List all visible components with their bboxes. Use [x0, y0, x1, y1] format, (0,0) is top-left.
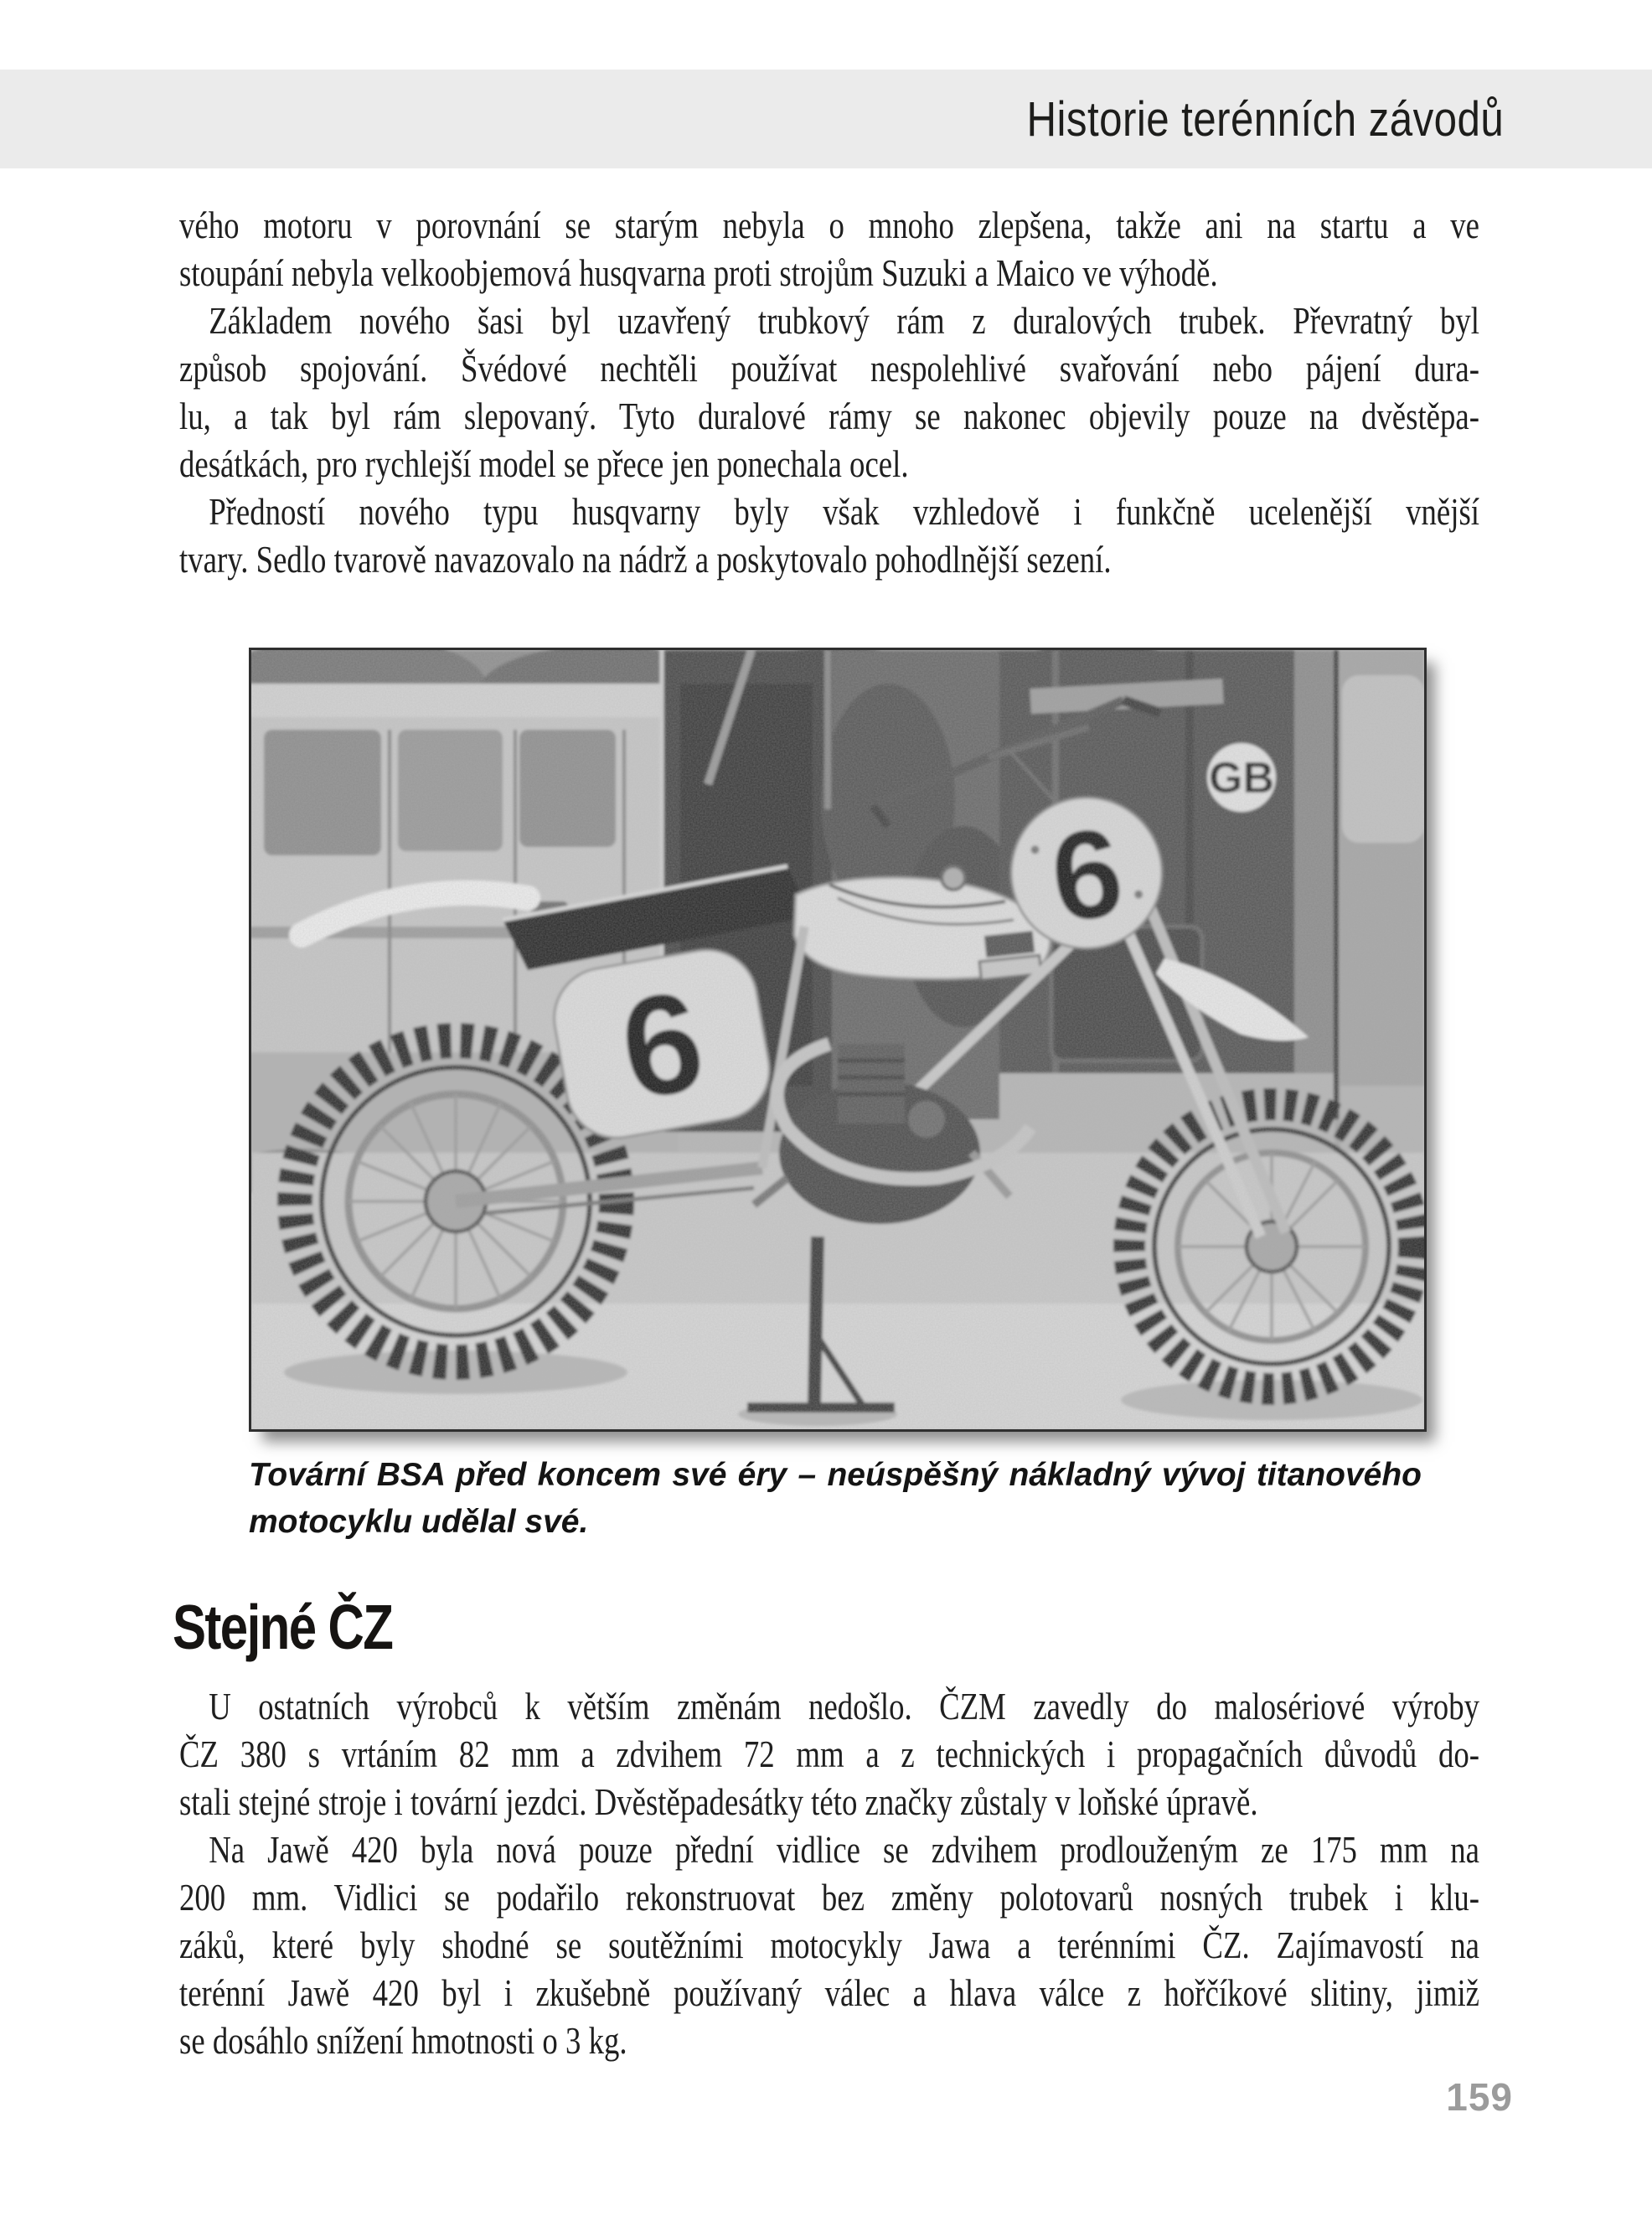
body-text-line: záků, které byly shodné se soutěžními motocykly Jawa a terénními ČZ. Zajímavostí na [179, 1924, 1479, 1966]
film-grain-overlay [251, 650, 1424, 1429]
section-heading [173, 1591, 447, 1663]
caption-line: motocyklu udělal své. [249, 1504, 589, 1540]
section-text [179, 1682, 1479, 2064]
body-text-line: Na Jawě 420 byla nová pouze přední vidlice se zdvihem prodlouženým ze 175 mm na [209, 1828, 1480, 1871]
body-text-line: způsob spojování. Švédové nechtěli používat nespolehlivé svařování nebo pájení dura- [179, 347, 1479, 390]
body-text-line: Základem nového šasi byl uzavřený trubkový rám z duralových trubek. Převratný byl [209, 299, 1480, 342]
motorcycle-photo [249, 648, 1427, 1432]
body-text-line: U ostatních výrobců k větším změnám nedošlo. ČZM zavedly do malosériové výroby [209, 1685, 1480, 1728]
body-text-line: tvary. Sedlo tvarově navazovalo na nádrž a poskytovalo pohodlnější sezení. [179, 538, 1112, 581]
body-text-line: vého motoru v porovnání se starým nebyla o mnoho zlepšena, takže ani na startu a ve [179, 204, 1479, 246]
body-text-line: se dosáhlo snížení hmotnosti o 3 kg. [179, 2019, 627, 2062]
intro-text [179, 201, 1479, 583]
caption-line: Tovární BSA před koncem své éry – neúspěšný nákladný vývoj titanového [249, 1457, 1422, 1493]
body-text-line: lu, a tak byl rám slepovaný. Tyto duralové rámy se nakonec objevily pouze na dvěstěpa- [179, 395, 1479, 437]
body-text-line: desátkách, pro rychlejší model se přece jen ponechala ocel. [179, 442, 909, 485]
body-text-line: stoupání nebyla velkoobjemová husqvarna proti strojům Suzuki a Maico ve výhodě. [179, 251, 1218, 294]
body-text-line: Předností nového typu husqvarny byly však vzhledově i funkčně ucelenější vnější [209, 490, 1480, 533]
chapter-title: Historie terénních závodů [1026, 91, 1504, 147]
page-number: 159 [1446, 2075, 1513, 2119]
body-text-line: terénní Jawě 420 byl i zkušebně používaný válec a hlava válce z hořčíkové slitiny, jimiž [179, 1971, 1479, 2014]
body-text-line: 200 mm. Vidlici se podařilo rekonstruovat bez změny polotovarů nosných trubek i klu- [179, 1876, 1479, 1919]
photo-caption [249, 1452, 1422, 1546]
chapter-header-bar [0, 70, 1652, 168]
bsa-photo-illustration [251, 650, 1424, 1429]
body-text-line: stali stejné stroje i tovární jezdci. Dvěstěpadesátky této značky zůstaly v loňské úpravě. [179, 1780, 1258, 1823]
body-text-line: ČZ 380 s vrtáním 82 mm a zdvihem 72 mm a z technických i propagačních důvodů do- [179, 1733, 1479, 1775]
section-heading-text: Stejné ČZ [173, 1592, 393, 1662]
